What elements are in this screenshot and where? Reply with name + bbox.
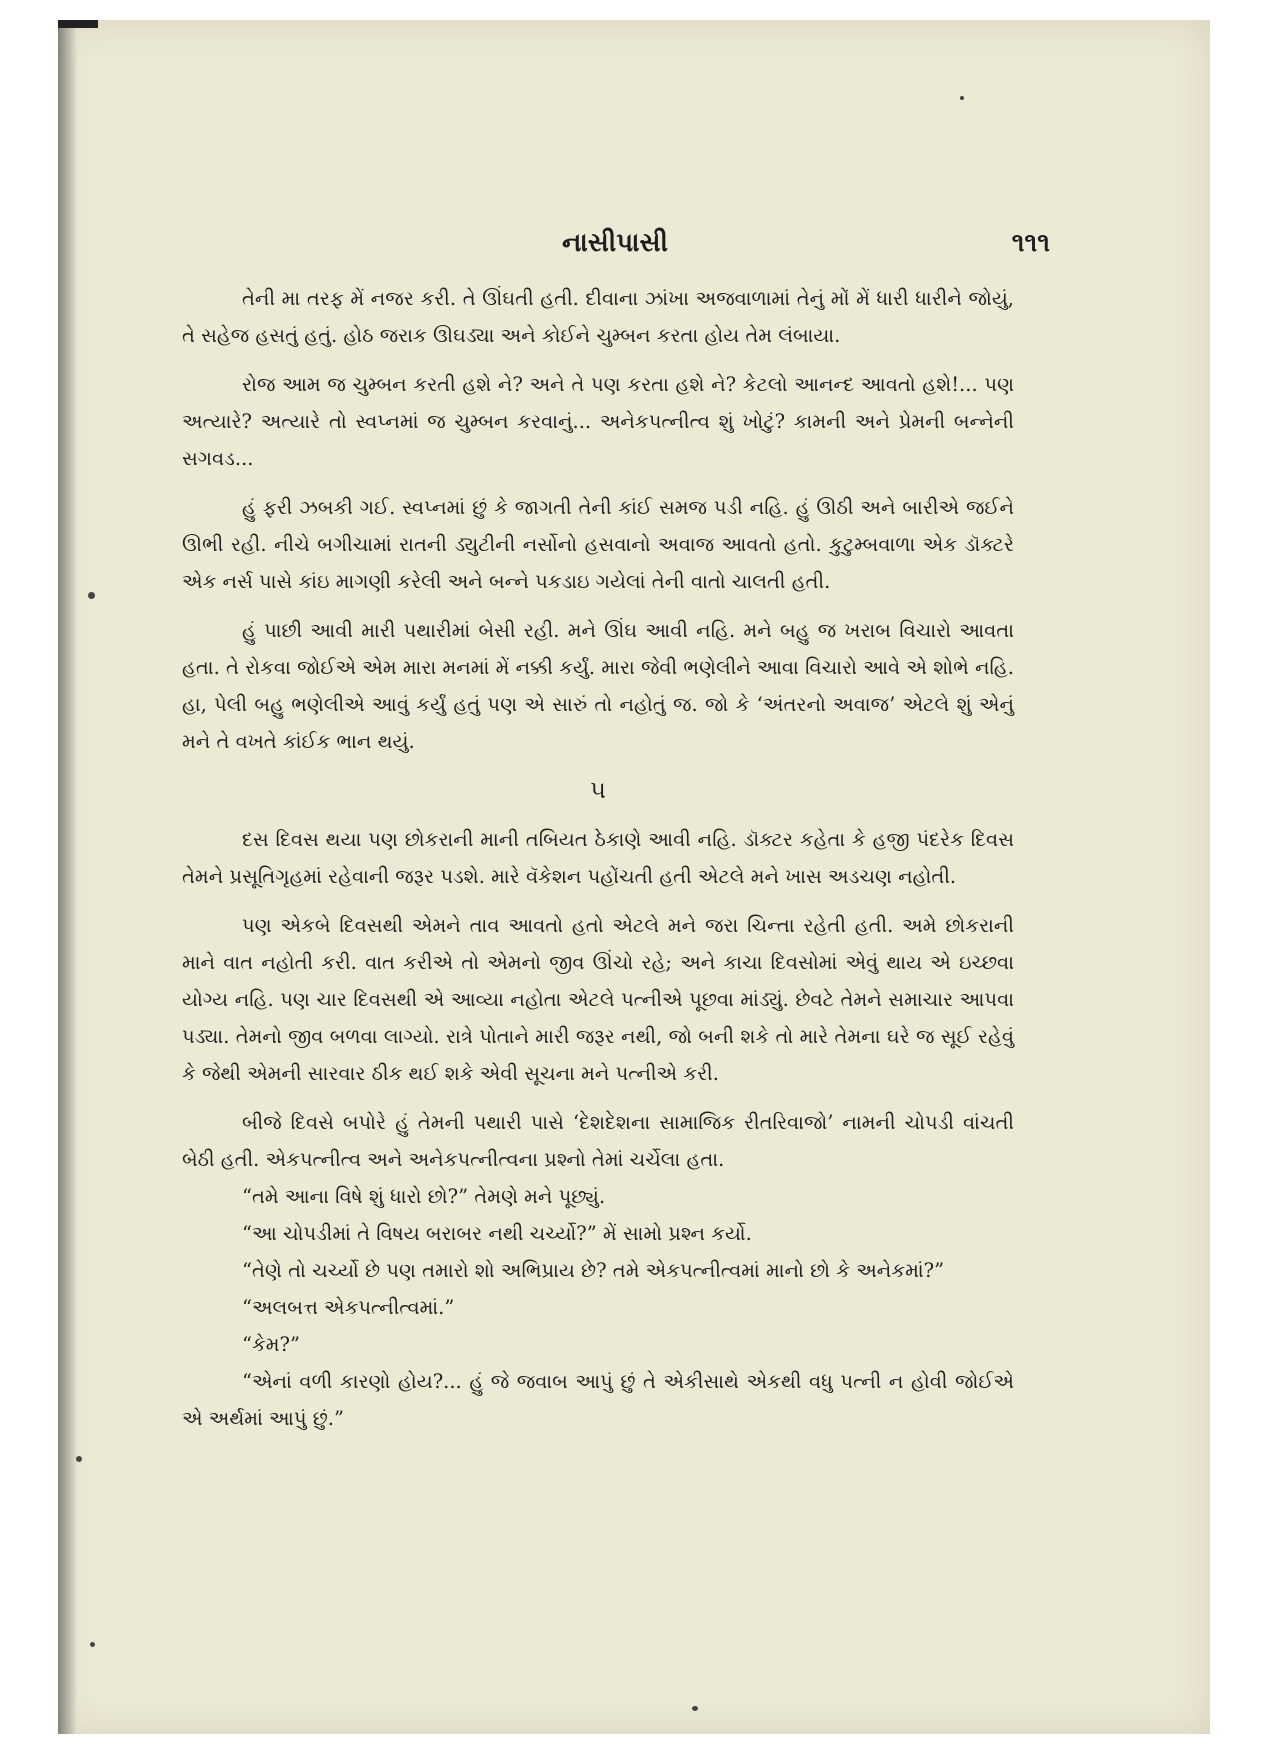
ink-speck — [692, 1706, 698, 1711]
running-title: નાસીપાસી — [562, 228, 668, 258]
paragraph: હું પાછી આવી મારી પથારીમાં બેસી રહી. મને ઊંઘ આવી નહિ. મને બહુ જ ખરાબ વિચારો આવતા હતા. તે રોકવા જોઈએ એમ મારા મનમાં મેં નક્કી કર્યું. મારા જેવી ભણેલીને આવા વિચારો આવે એ શોભે નહિ. હા, પેલી બહુ ભણેલીએ આવું કર્યું હતું પણ એ સારું તો નહોતું જ. જો કે ‘અંતરનો અવાજ’ એટલે શું એનું મને તે વખતે કાંઈક ભાન થયું. — [182, 619, 1014, 753]
ink-speck — [90, 1642, 95, 1647]
page-header — [180, 228, 1050, 268]
paragraph: તેની મા તરફ મેં નજર કરી. તે ઊંઘતી હતી. દીવાના ઝાંખા અજવાળામાં તેનું મોં મેં ધારી ધારીને જોયું, તે સહેજ હસતું હતું. હોઠ જરાક ઊઘડ્યા અને કોઈને ચુમ્બન કરતા હોય તેમ લંબાયા. — [182, 287, 1014, 347]
page-shadow-edge — [58, 20, 78, 1734]
page-number: ૧૧૧ — [1011, 228, 1050, 258]
ink-speck — [88, 592, 95, 599]
paragraph: બીજે દિવસે બપોરે હું તેમની પથારી પાસે ‘દેશદેશના સામાજિક રીતરિવાજો’ નામની ચોપડી વાંચતી બેઠી હતી. એકપત્નીત્વ અને અનેકપત્નીત્વના પ્રશ્નો તેમાં ચર્ચેલા હતા. — [182, 1111, 1014, 1171]
body-text — [182, 280, 1014, 1437]
dialogue-line: “આ ચોપડીમાં તે વિષય બરાબર નથી ચર્ચ્યો?” મેં સામો પ્રશ્ન કર્યો. — [242, 1222, 752, 1245]
dialogue-line: “એનાં વળી કારણો હોય?... હું જે જવાબ આપું છું તે એકીસાથે એકથી વધુ પત્ની ન હોવી જોઈએ એ અર્થમાં આપું છું.” — [182, 1370, 1014, 1430]
dialogue-line: “તમે આના વિષે શું ધારો છો?” તેમણે મને પૂછ્યું. — [242, 1185, 606, 1208]
dialogue-line: “અલબત્ત એકપત્નીત્વમાં.” — [242, 1296, 455, 1319]
paragraph: રોજ આમ જ ચુમ્બન કરતી હશે ને? અને તે પણ કરતા હશે ને? કેટલો આનન્દ આવતો હશે!... પણ અત્યારે? અત્યારે તો સ્વપ્નમાં જ ચુમ્બન કરવાનું... અનેકપત્નીત્વ શું ખોટું? કામની અને પ્રેમની બન્નેની સગવડ... — [182, 373, 1014, 470]
paragraph: પણ એકબે દિવસથી એમને તાવ આવતો હતો એટલે મને જરા ચિન્તા રહેતી હતી. અમે છોકરાની માને વાત નહોતી કરી. વાત કરીએ તો એમનો જીવ ઊંચો રહે; અને કાચા દિવસોમાં એવું થાય એ ઇચ્છવા યોગ્ય નહિ. પણ ચાર દિવસથી એ આવ્યા નહોતા એટલે પત્નીએ પૂછવા માંડ્યું. છેવટે તેમને સમાચાર આપવા પડ્યા. તેમનો જીવ બળવા લાગ્યો. રાત્રે પોતાને મારી જરૂર નથી, જો બની શકે તો મારે તેમના ઘરે જ સૂઈ રહેવું કે જેથી એમની સારવાર ઠીક થઈ શકે એવી સૂચના મને પત્નીએ કરી. — [182, 914, 1014, 1085]
paragraph: હું ફરી ઝબકી ગઈ. સ્વપ્નમાં છું કે જાગતી તેની કાંઈ સમજ પડી નહિ. હું ઊઠી અને બારીએ જઈને ઊભી રહી. નીચે બગીચામાં રાતની ડ્યુટીની નર્સોનો હસવાનો અવાજ આવતો હતો. કુટુમ્બવાળા એક ડૉક્ટરે એક નર્સ પાસે કાંઇ માગણી કરેલી અને બન્ને પકડાઇ ગયેલાં તેની વાતો ચાલતી હતી. — [182, 496, 1014, 593]
corner-mark — [58, 20, 98, 28]
dialogue-line: “કેમ?” — [242, 1333, 300, 1356]
paragraph: દસ દિવસ થયા પણ છોકરાની માની તબિયત ઠેકાણે આવી નહિ. ડૉક્ટર કહેતા કે હજી પંદરેક દિવસ તેમને પ્રસૂતિગૃહમાં રહેવાની જરૂર પડશે. મારે વૅકેશન પહોંચતી હતી એટલે મને ખાસ અડચણ નહોતી. — [182, 828, 1014, 888]
ink-speck — [76, 1456, 82, 1462]
dialogue-line: “તેણે તો ચર્ચ્યો છે પણ તમારો શો અભિપ્રાય છે? તમે એકપત્નીત્વમાં માનો છો કે અનેકમાં?” — [242, 1259, 945, 1282]
section-number: ૫ — [590, 776, 606, 804]
ink-speck — [960, 96, 964, 100]
